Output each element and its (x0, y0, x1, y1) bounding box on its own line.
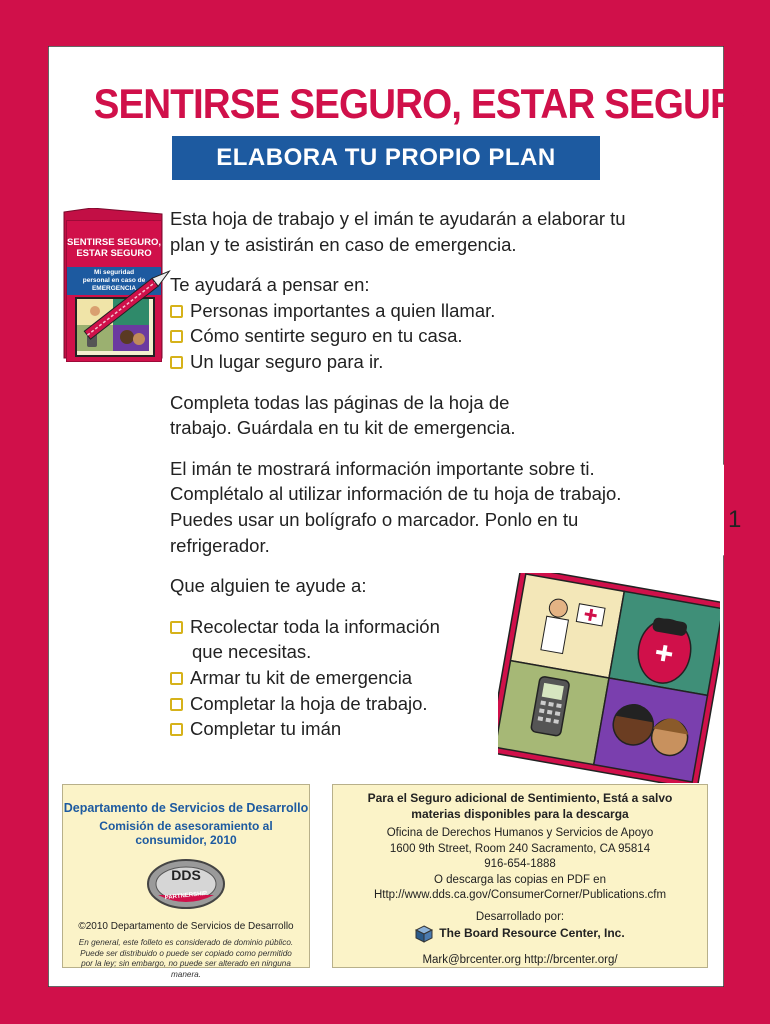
office-phone: 916-654-1888 (484, 858, 556, 870)
page-number: 1 (728, 506, 742, 533)
list-item-text: Personas importantes a quien llamar. (190, 299, 496, 321)
contact-links[interactable]: Mark@brcenter.org http://brcenter.org/ (422, 953, 618, 966)
org-name: The Board Resource Center, Inc. (439, 926, 625, 941)
download-heading-line2: materias disponibles para la descarga (411, 806, 629, 821)
subtitle-text: ELABORA TU PROPIO PLAN (216, 144, 556, 171)
list-item-text: Cómo sentirte seguro en tu casa. (190, 325, 463, 347)
publications-link[interactable]: Http://www.dds.ca.gov/ConsumerCorner/Publications.cfm (373, 889, 667, 901)
brc-logo (415, 925, 624, 943)
footer-left-panel (62, 784, 310, 979)
list-item (170, 323, 630, 349)
list-item-text: Completar tu imán (190, 718, 342, 740)
complete-paragraph: Completa todas las páginas de la hoja de trabajo. Guárdala en tu kit de emergencia. (170, 391, 516, 439)
pen-icon (62, 208, 172, 360)
copyright: ©2010 Departamento de Servicios de Desarrollo (78, 921, 294, 932)
dds-logo-icon (144, 855, 228, 913)
checkbox-icon (170, 672, 183, 685)
booklet-sub-line3: EMERGENCIA (91, 285, 137, 292)
think-list (170, 298, 630, 375)
dds-logo (144, 855, 228, 913)
worksheet-page (48, 46, 767, 987)
department-name: Departamento de Servicios de Desarrollo (63, 801, 309, 815)
download-heading-line1: Para el Seguro adicional de Sentimiento, Está a salvo (367, 791, 673, 805)
list-item-text: que necesitas. (192, 641, 312, 663)
think-heading: Te ayudará a pensar en: (170, 274, 370, 296)
list-item-text: Completar la hoja de trabajo. (190, 692, 428, 714)
developed-by-label: Desarrollado por: (475, 910, 565, 923)
public-domain-note (63, 938, 309, 980)
office-address: 1600 9th Street, Room 240 Sacramento, CA 95814 (389, 842, 651, 855)
list-item-text: Armar tu kit de emergencia (190, 666, 413, 688)
list-item (170, 298, 630, 324)
checkbox-icon (170, 723, 183, 736)
office-name: Oficina de Derechos Humanos y Servicios de Apoyo (386, 827, 654, 839)
checkbox-icon (170, 330, 183, 343)
note-line: En general, este folleto es considerado de dominio público. (78, 938, 294, 947)
booklet-sub-line2: personal en caso de (82, 277, 146, 284)
list-item-text: Un lugar seguro para ir. (190, 350, 384, 372)
footer-right-panel (332, 784, 708, 968)
checkbox-icon (170, 698, 183, 711)
note-line: Puede ser distribuido o puede ser copiado como permitido (80, 948, 292, 958)
note-line: por la ley; sin embargo, no puede ser alterado en ninguna manera. (81, 959, 291, 979)
checkbox-icon (170, 621, 183, 634)
booklet-title-line1: SENTIRSE SEGURO, (67, 237, 161, 248)
booklet-illustration (62, 208, 172, 360)
commission-name: Comisión de asesoramiento al consumidor, 2010 (99, 819, 273, 847)
list-item-text: Recolectar toda la información (190, 615, 440, 637)
intro-paragraph: Esta hoja de trabajo y el imán te ayudarán a elaborar tu plan y te asistirán en caso de emergencia. (170, 208, 626, 255)
booklet-sub-line1: Mi seguridad (93, 269, 135, 276)
brc-cube-icon (415, 925, 433, 943)
magnet-paragraph: El imán te mostrará información importante sobre ti. Complétalo al utilizar información de tu hoja de trabajo. Puedes usar un bolígrafo o marcador. Ponlo en tu refrigerador. (170, 457, 622, 556)
page-title: SENTIRSE SEGURO, ESTAR SEGURO (93, 80, 767, 127)
pdf-line: O descarga las copias en PDF en (434, 873, 606, 886)
help-heading: Que alguien te ayude a: (170, 575, 367, 597)
puzzle-illustration (498, 573, 720, 783)
list-item (170, 349, 630, 375)
checkbox-icon (170, 356, 183, 369)
booklet-title-line2: ESTAR SEGURO (76, 248, 152, 259)
dds-logo-text: DDS (171, 867, 201, 883)
checkbox-icon (170, 305, 183, 318)
subtitle-banner (172, 136, 600, 180)
dds-logo-sub: PARTNERSHIP (164, 890, 208, 902)
